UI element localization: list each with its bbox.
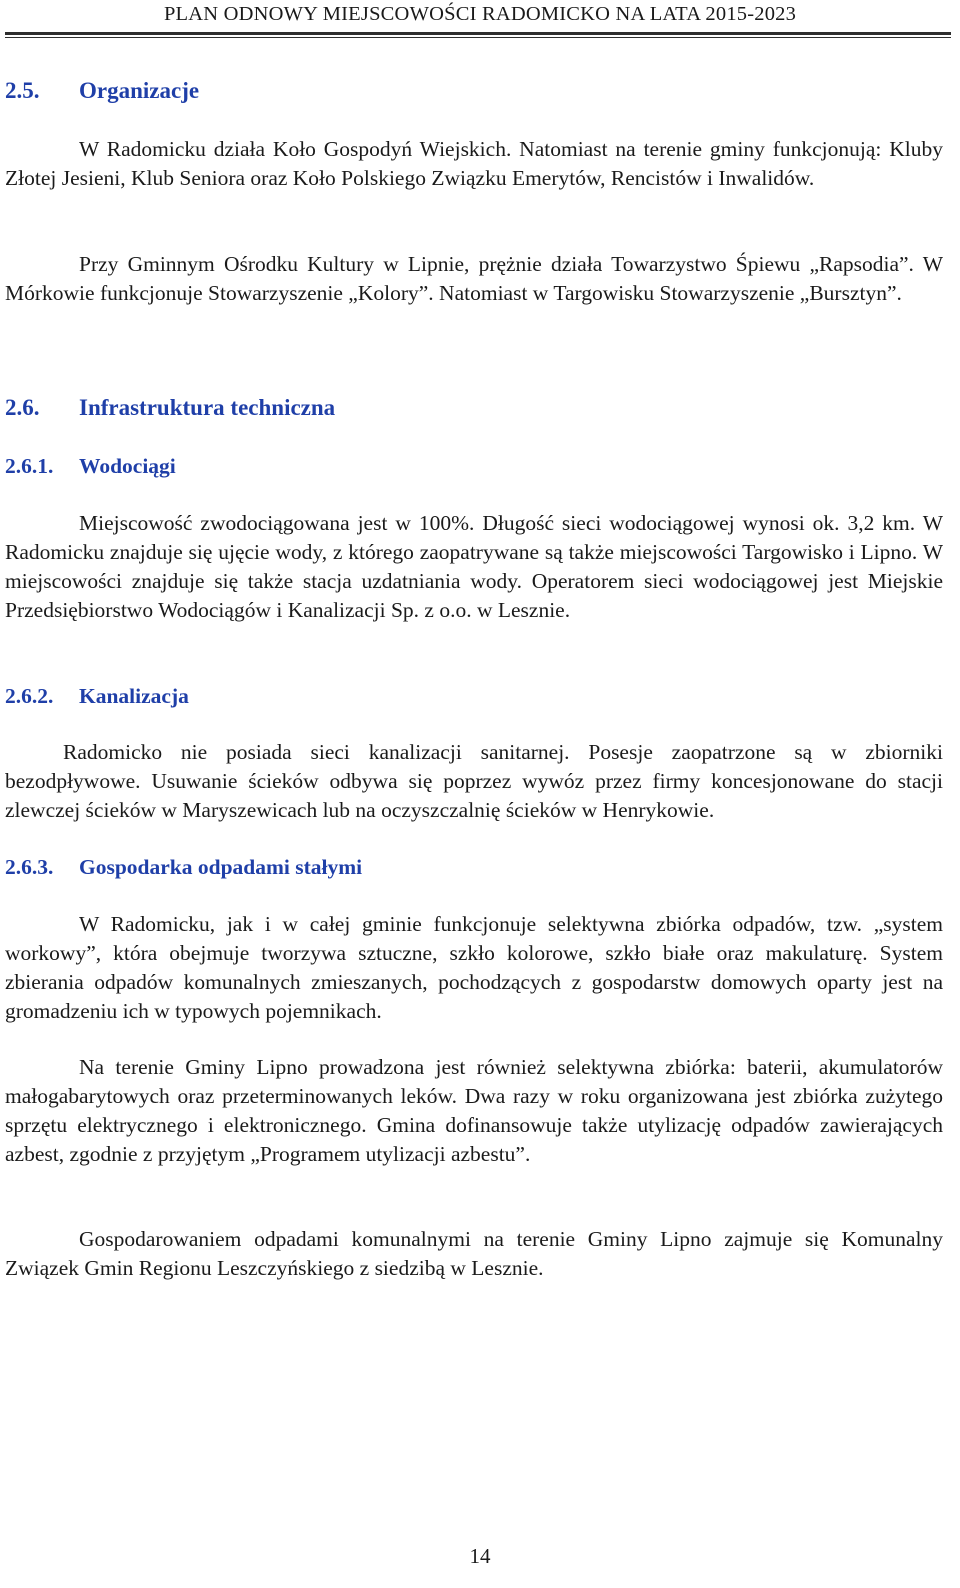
header-rule bbox=[5, 32, 951, 35]
section-number: 2.6.1. bbox=[5, 454, 54, 478]
heading-wodociagi bbox=[5, 451, 176, 481]
section-title: Wodociągi bbox=[79, 454, 176, 478]
section-title: Kanalizacja bbox=[79, 684, 189, 708]
heading-infrastruktura bbox=[5, 393, 335, 423]
paragraph: Miejscowość zwodociągowana jest w 100%. Długość sieci wodociągowej wynosi ok. 3,2 km. W Radomicku znajduje się ujęcie wody, z którego zaopatrywane są także miejscowości Targowisko i Lipno. W miejscowości znajduje się także stacja uzdatniania wody. Operatorem sieci wodociągowej jest Miejskie Przedsiębiorstwo Wodociągów i Kanalizacji Sp. z o.o. w Lesznie. bbox=[5, 511, 943, 622]
section-number: 2.6. bbox=[5, 395, 40, 420]
section-title: Gospodarka odpadami stałymi bbox=[79, 855, 363, 879]
section-number: 2.6.3. bbox=[5, 855, 54, 879]
section-number: 2.5. bbox=[5, 78, 40, 103]
paragraph: Gospodarowaniem odpadami komunalnymi na terenie Gminy Lipno zajmuje się Komunalny Związek Gmin Regionu Leszczyńskiego z siedzibą w Lesznie. bbox=[5, 1227, 943, 1280]
section-title: Infrastruktura techniczna bbox=[79, 395, 336, 420]
paragraph: Przy Gminnym Ośrodku Kultury w Lipnie, prężnie działa Towarzystwo Śpiewu „Rapsodia”. W Mórkowie funkcjonuje Stowarzyszenie „Kolory”. Natomiast w Targowisku Stowarzyszenie „Bursztyn”. bbox=[5, 252, 943, 305]
heading-gospodarka-odpadami bbox=[5, 852, 362, 882]
section-title: Organizacje bbox=[79, 78, 200, 103]
heading-kanalizacja bbox=[5, 681, 189, 711]
paragraph: W Radomicku działa Koło Gospodyń Wiejskich. Natomiast na terenie gminy funkcjonują: Kluby Złotej Jesieni, Klub Seniora oraz Koło Polskiego Związku Emerytów, Rencistów i Inwalidów. bbox=[5, 137, 943, 190]
running-header: PLAN ODNOWY MIEJSCOWOŚCI RADOMICKO NA LATA 2015-2023 bbox=[163, 3, 797, 25]
header-rule-thin bbox=[5, 37, 951, 38]
heading-organizacje bbox=[5, 76, 199, 106]
page-number: 14 bbox=[469, 1544, 491, 1568]
paragraph: W Radomicku, jak i w całej gminie funkcjonuje selektywna zbiórka odpadów, tzw. „system workowy”, która obejmuje tworzywa sztuczne, szkło kolorowe, szkło białe oraz makulaturę. System zbierania odpadów komunalnych zmieszanych, pochodzących z gospodarstw domowych oparty jest na gromadzeniu ich w typowych pojemnikach. bbox=[5, 912, 943, 1023]
section-number: 2.6.2. bbox=[5, 684, 54, 708]
paragraph: Na terenie Gminy Lipno prowadzona jest również selektywna zbiórka: baterii, akumulatorów małogabarytowych oraz przeterminowanych leków. Dwa razy w roku organizowana jest zbiórka zużytego sprzętu elektrycznego i elektronicznego. Gmina dofinansowuje także utylizację odpadów zawierających azbest, zgodnie z przyjętym „Programem utylizacji azbestu”. bbox=[5, 1055, 943, 1166]
paragraph: Radomicko nie posiada sieci kanalizacji sanitarnej. Posesje zaopatrzone są w zbiorniki bezodpływowe. Usuwanie ścieków odbywa się poprzez wywóz przez firmy koncesjonowane do stacji zlewczej ścieków w Maryszewicach lub na oczyszczalnię ścieków w Henrykowie. bbox=[5, 740, 943, 822]
